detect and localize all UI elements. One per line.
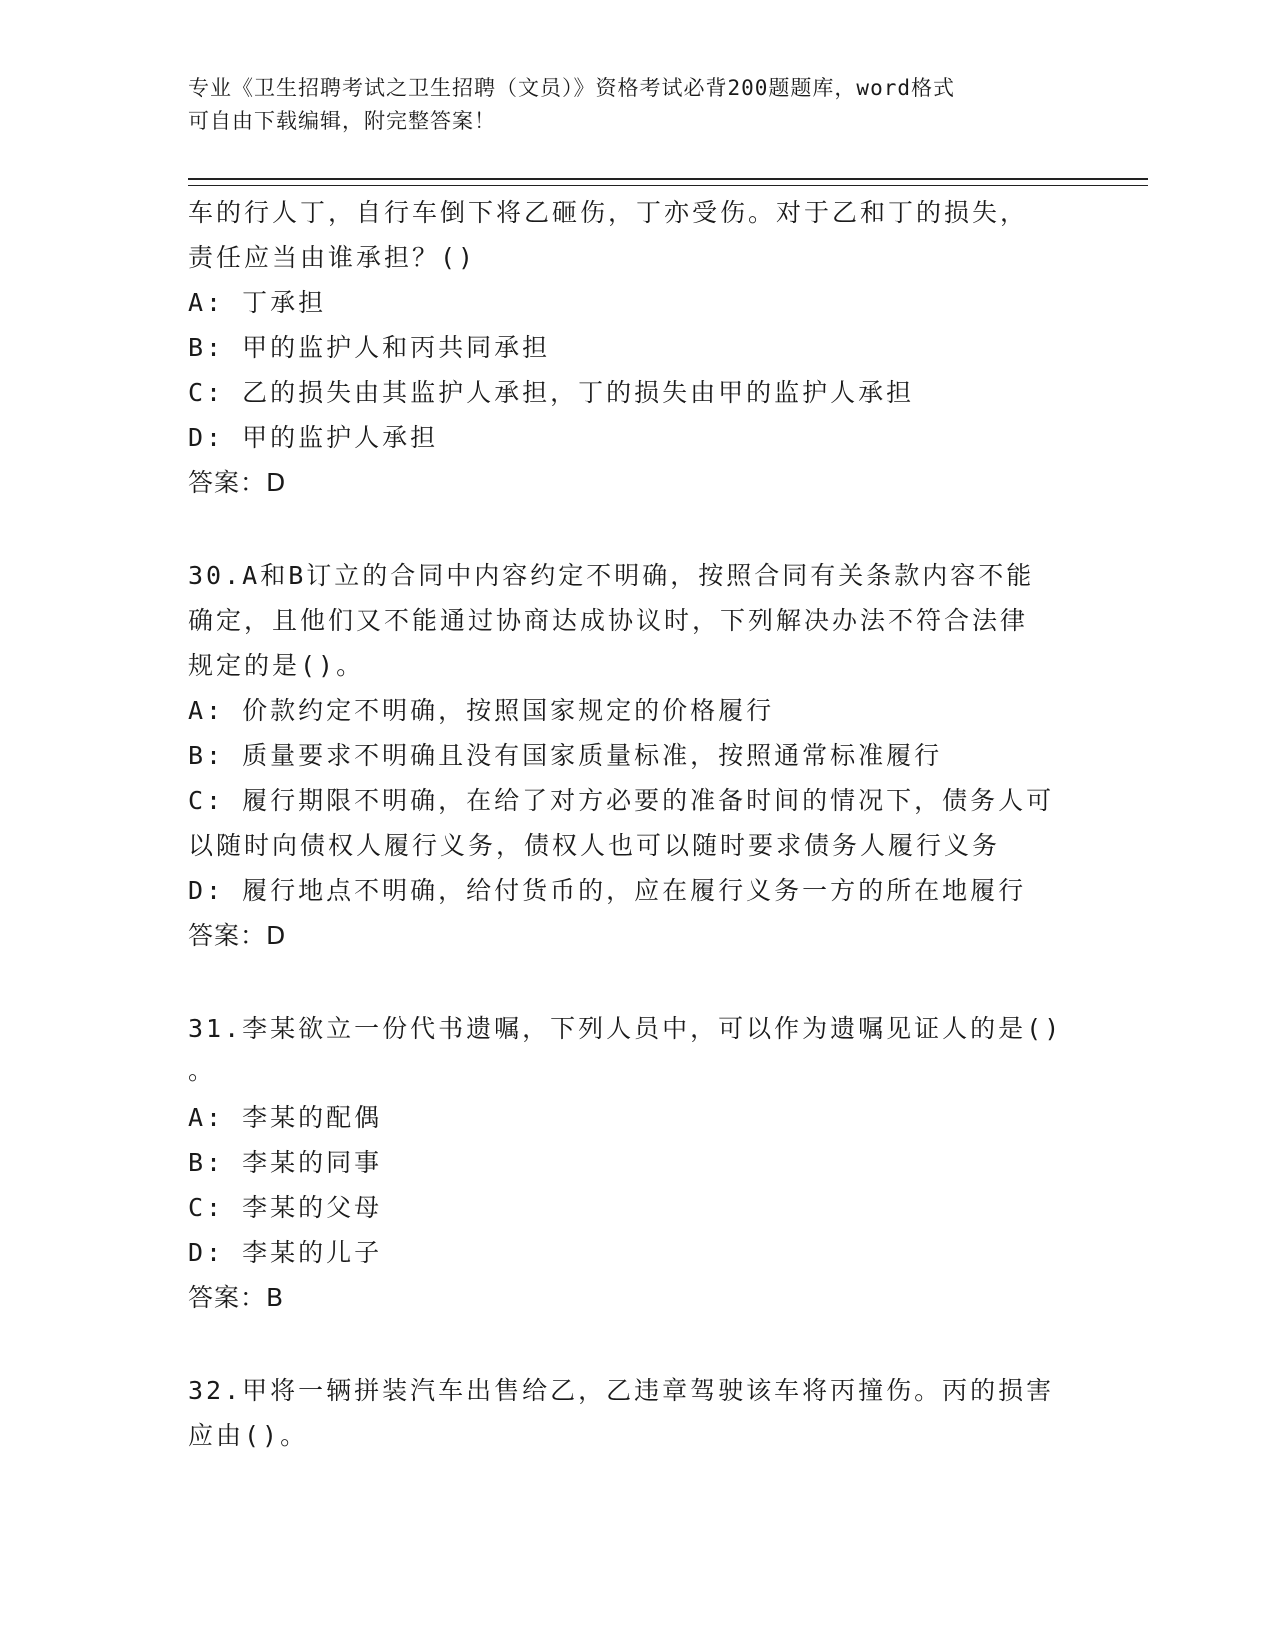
option-a: A: 李某的配偶 <box>188 1103 383 1132</box>
option-b: B: 质量要求不明确且没有国家质量标准，按照通常标准履行 <box>188 741 943 770</box>
question-spacer <box>188 958 1088 1006</box>
option-b: B: 甲的监护人和丙共同承担 <box>188 333 551 362</box>
option-d: D: 李某的儿子 <box>188 1238 383 1267</box>
option-a: A: 价款约定不明确，按照国家规定的价格履行 <box>188 696 775 725</box>
answer-line: 答案：B <box>188 1283 285 1312</box>
question-list <box>188 190 1088 1458</box>
option-c: C: 李某的父母 <box>188 1193 383 1222</box>
option-c-continued: 以随时向债权人履行义务，债权人也可以随时要求债务人履行义务 <box>188 831 1001 860</box>
answer-line: 答案：D <box>188 468 287 497</box>
question-block <box>188 190 1088 505</box>
question-spacer <box>188 505 1088 553</box>
option-c: C: 履行期限不明确，在给了对方必要的准备时间的情况下，债务人可 <box>188 786 1055 815</box>
question-stem-line: 。 <box>188 1056 217 1085</box>
question-stem-line: 32.甲将一辆拼装汽车出售给乙，乙违章驾驶该车将丙撞伤。丙的损害 <box>188 1376 1055 1405</box>
option-a: A: 丁承担 <box>188 288 327 317</box>
question-stem-line: 确定，且他们又不能通过协商达成协议时，下列解决办法不符合法律 <box>188 606 1029 635</box>
question-block <box>188 1006 1088 1320</box>
question-stem-line: 31.李某欲立一份代书遗嘱，下列人员中，可以作为遗嘱见证人的是() <box>188 1014 1063 1043</box>
question-stem-line: 责任应当由谁承担？() <box>188 243 477 272</box>
option-d: D: 甲的监护人承担 <box>188 423 439 452</box>
answer-line: 答案：D <box>188 921 287 950</box>
question-stem-line: 规定的是()。 <box>188 651 365 680</box>
option-d: D: 履行地点不明确，给付货币的，应在履行义务一方的所在地履行 <box>188 876 1027 905</box>
option-c: C: 乙的损失由其监护人承担，丁的损失由甲的监护人承担 <box>188 378 915 407</box>
header-title-line-1: 专业《卫生招聘考试之卫生招聘（文员）》资格考试必背200题题库，word格式 <box>188 76 955 100</box>
option-b: B: 李某的同事 <box>188 1148 383 1177</box>
question-spacer <box>188 1320 1088 1368</box>
question-block <box>188 553 1088 958</box>
question-stem-line: 30.A和B订立的合同中内容约定不明确，按照合同有关条款内容不能 <box>188 561 1035 590</box>
header-title-line-2: 可自由下载编辑，附完整答案！ <box>188 109 496 133</box>
question-block <box>188 1368 1088 1458</box>
question-stem-line: 车的行人丁，自行车倒下将乙砸伤，丁亦受伤。对于乙和丁的损失， <box>188 198 1029 227</box>
question-stem-line: 应由()。 <box>188 1421 309 1450</box>
document-header <box>188 72 1068 138</box>
header-divider <box>188 178 1148 186</box>
